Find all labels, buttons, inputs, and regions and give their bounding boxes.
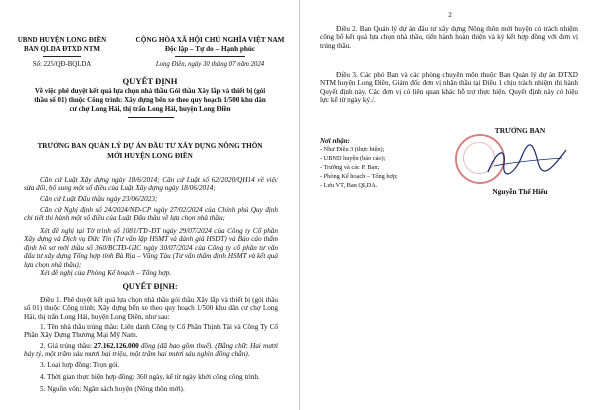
org-name-1: UBND HUYỆN LONG ĐIỀN: [17, 36, 107, 44]
org-name-2: BAN QLDA ĐTXD NTM: [23, 45, 101, 53]
legal-basis-3: Căn cứ Nghị định số 24/2024/NĐ-CP ngày 27/02/2024 của Chính phủ Quy định chi tiết thi hành một số điều của Luật Đấu thầu về lựa chọn nhà thầu;: [24, 206, 278, 223]
subject-underline: [128, 117, 174, 118]
document-page-2: [300, 0, 600, 410]
document-number: Số: 225/QĐ-BQLDA: [32, 61, 92, 68]
item-2-price: [24, 342, 278, 359]
place-date: Long Điền, ngày 30 tháng 07 năm 2024: [155, 61, 265, 68]
recipient-1: - Như Điều 3 (thực hiện);: [320, 146, 385, 153]
legal-basis-2: Căn cứ Luật Đấu thầu ngày 23/06/2023;: [40, 195, 158, 203]
nation-header: CỘNG HÒA XÃ HỘI CHỦ NGHĨA VIỆT NAM: [135, 36, 285, 44]
authority-line-2: MỚI HUYỆN LONG ĐIỀN: [107, 152, 193, 160]
authority-line-1: TRƯỞNG BAN QUẢN LÝ DỰ ÁN ĐẦU TƯ XÂY DỰNG NÔNG THÔN: [37, 142, 263, 150]
item-2-rest: đồng (đã bao gồm thuế). (Bằng chữ: Hai mươi bảy tỷ, một trăm sáu mươi hai triệu, một trăm hai mươi sáu nghìn đồng chẵn).: [24, 342, 279, 359]
org-underline: [43, 56, 81, 57]
item-3-contract-type: 3. Loại hợp đồng: Trọn gói.: [40, 361, 120, 369]
recipient-3: - Trưởng và các P. Ban;: [320, 164, 380, 171]
item-2-value: 27.162.126.000: [93, 342, 139, 350]
item-5-funding: 5. Nguồn vốn: Ngân sách huyện (Nông thôn mới).: [40, 385, 185, 393]
item-4-duration: 4. Thời gian thực hiện hợp đồng: 360 ngày, kể từ ngày khởi công công trình.: [40, 373, 260, 381]
signature: [484, 142, 570, 180]
article-3: Điều 3. Các phó Ban và các phòng chuyên môn thuộc Ban Quản lý dự án ĐTXD NTM huyện Long Điền, Giám đốc đơn vị nhận thầu tại Điều 1 chịu trách nhiệm thi hành Quyết định này. Các đơn vị có liên quan khác hỗ trợ thực hiện. Quyết định này có hiệu lực kể từ ngày ký./.: [320, 71, 578, 105]
page-number: 2: [448, 11, 452, 19]
recipients-title: Nơi nhận:: [320, 137, 351, 145]
item-2-lead: 2. Giá trúng thầu:: [40, 342, 94, 350]
recipient-4: - Phòng Kế hoạch – Tổng hợp;: [320, 173, 398, 180]
subject-line-1: Về việc phê duyệt kết quả lựa chọn nhà thầu Gói thầu Xây lắp và thiết bị (gói: [34, 87, 266, 95]
legal-basis-4: Xét đề nghị tại Tờ trình số 1081/TTr-ĐT ngày 29/07/2024 của Công ty Cổ phần Xây dựng và Dịch vụ Đức Tín (Tư vấn lập HSMT và đánh giá HSDT) và Báo cáo thẩm định hồ sơ mời thầu số 360/BCTĐ-GIC ngày 30/07/2024 của Công ty cổ phần tư vấn đấu tư xây dựng Tổng hợp tỉnh Bà Rịa – Vũng Tàu (Tư vấn thẩm định HSMT và kết quả lựa chọn nhà thầu);: [24, 227, 278, 269]
article-1: Điều 1. Phê duyệt kết quả lựa chọn nhà thầu gói thầu Xây lắp và thiết bị (gói thầu số 01) thuộc Công trình: Xây dựng bến xe theo quy hoạch 1/500 khu dân cư chợ Long Hải, thị trấn Long Hải, huyện Long Điền, như sau:: [24, 296, 278, 321]
subject-line-2: thầu số 01) thuộc Công trình: Xây dựng bến xe theo quy hoạch 1/500 khu dân: [34, 96, 266, 104]
motto-underline: [175, 56, 245, 57]
item-1-contractor: 1. Tên nhà thầu trúng thầu: Liên danh Công ty Cổ Phần Thịnh Tài và Công Ty Cổ Phần Xây Dựng Thương Mại Mỹ Nam.: [24, 323, 278, 340]
legal-basis-1: Căn cứ Luật Xây dựng ngày 18/6/2014; Căn cứ Luật số 62/2020/QH14 về việc sửa đổi, bổ sung một số điều của Luật Xây dựng ngày 18/06/2014;: [24, 176, 278, 193]
document-type: QUYẾT ĐỊNH: [122, 76, 178, 86]
recipient-5: - Lưu VT, Ban QLDA.: [320, 182, 378, 189]
legal-basis-5: Xét đề nghị của Phòng Kế hoạch – Tổng hợp.: [40, 269, 172, 277]
recipient-2: - UBND huyện (báo cáo);: [320, 155, 386, 162]
article-2: Điều 2. Ban Quản lý dự án đầu tư xây dựng Nông thôn mới huyện có trách nhiệm công bố kết quả lựa chọn nhà thầu, tiến hành hoàn thiện và ký kết hợp đồng với đơn vị trúng thầu.: [320, 25, 578, 50]
decide-heading: QUYẾT ĐỊNH:: [122, 282, 178, 291]
motto: Độc lập – Tự do – Hạnh phúc: [164, 45, 256, 53]
signer-title: TRƯỞNG BAN: [494, 126, 546, 135]
signer-name: Nguyễn Thế Hiếu: [492, 187, 548, 196]
subject-line-3: cư chợ Long Hải, thị trấn Long Hải, huyện Long Điền: [69, 105, 231, 113]
